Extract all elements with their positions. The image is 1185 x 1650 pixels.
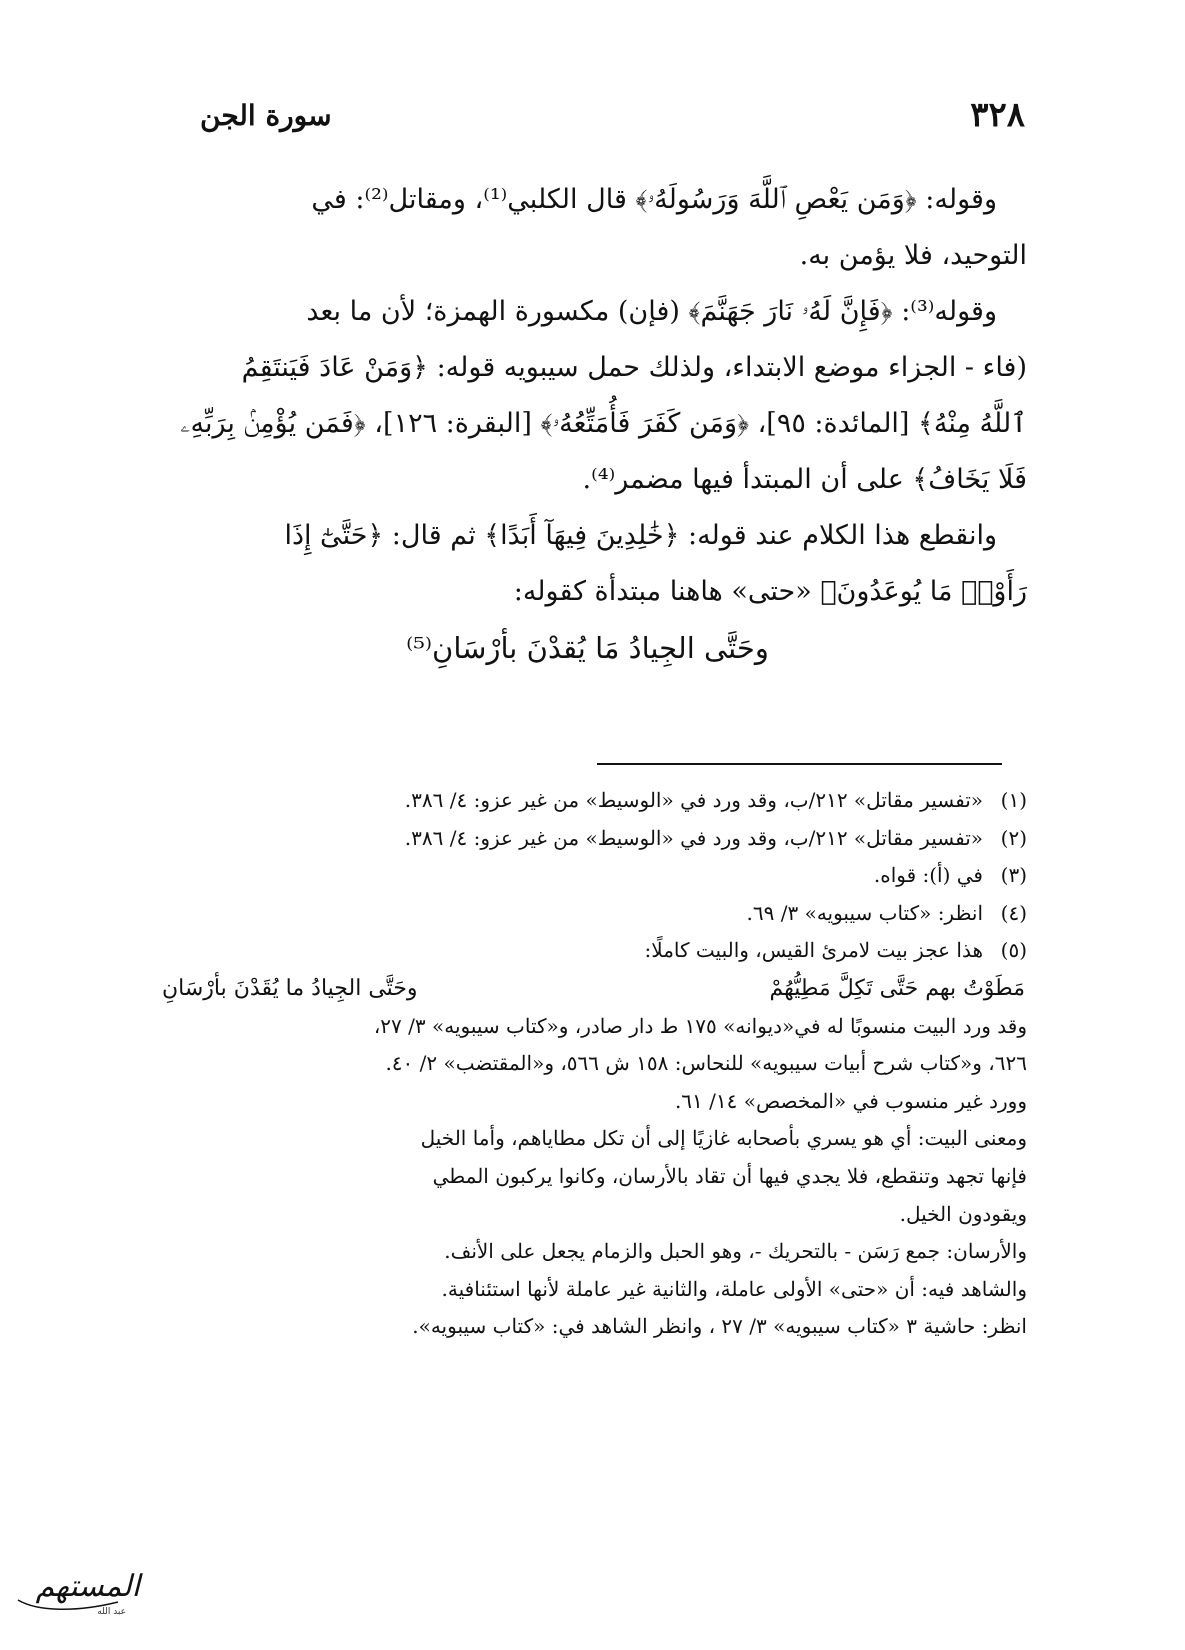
- footnote-3: [148, 857, 1027, 895]
- footnote-line: والشاهد فيه: أن «حتى» الأولى عاملة، والثانية غير عاملة لأنها استئنافية.: [441, 1276, 1027, 1301]
- page-number: ٣٢٨: [970, 95, 1025, 135]
- publisher-logo: [8, 1560, 148, 1620]
- footnote-1: [148, 782, 1027, 820]
- text-line: رَأَوْا۟ مَا يُوعَدُونَ﴾ «حتى» هاهنا مبتدأة كقوله:: [513, 576, 1027, 607]
- footnote-text: انظر: «كتاب سيبويه» ٣/ ٦٩.: [746, 900, 983, 925]
- footnote-text: «تفسير مقاتل» ٢١٢/ب، وقد ورد في «الوسيط» من غير عزو: ٤/ ٣٨٦.: [404, 788, 983, 812]
- surah-title: سورة الجن: [200, 98, 332, 132]
- footnote-number: (٤): [1000, 900, 1027, 925]
- text-line: فَلَا يَخَافُ﴾ على أن المبتدأ فيها مضمر⁽⁴⁾.: [582, 464, 1027, 495]
- footnote-separator: [597, 763, 1002, 765]
- text-line: التوحيد، فلا يؤمن به.: [799, 240, 1027, 271]
- footnote-line: فإنها تجهد وتنقطع، فلا يجدي فيها أن تقاد بالأرسان، وكانوا يركبون المطي: [432, 1163, 1027, 1188]
- text-line: وقوله: ﴿وَمَن يَعْصِ ٱللَّهَ وَرَسُولَهُۥ﴾ قال الكلبي⁽¹⁾، ومقاتل⁽²⁾: في: [311, 184, 997, 215]
- text-line: (فاء - الجزاء موضع الابتداء، ولذلك حمل سيبويه قوله: ﴿وَمَنْ عَادَ فَيَنتَقِمُ: [241, 352, 1027, 383]
- footnote-line: ومعنى البيت: أي هو يسري بأصحابه غازيًا إلى أن تكل مطاياهم، وأما الخيل: [420, 1126, 1027, 1151]
- text-line: ٱللَّهُ مِنْهُ﴾ [المائدة: ٩٥]، ﴿وَمَن كَفَرَ فَأُمَتِّعُهُۥ﴾ [البقرة: ١٢٦]، ﴿فَمَن يُؤْمِنۢ بِرَبِّهِۦ: [180, 408, 1027, 439]
- poem-line: [148, 970, 1027, 1008]
- footnote-line: ٦٢٦، و«كتاب شرح أبيات سيبويه» للنحاس: ١٥٨ ش ٥٦٦، و«المقتضب» ٢/ ٤٠.: [385, 1051, 1027, 1076]
- footnote-number: (٥): [1000, 938, 1027, 963]
- footnote-2: [148, 820, 1027, 858]
- footnote-4: [148, 895, 1027, 933]
- text-line: وانقطع هذا الكلام عند قوله: ﴿خَٰلِدِينَ فِيهَآ أَبَدًا﴾ ثم قال: ﴿حَتَّىٰٓ إِذَا: [284, 520, 997, 551]
- footnote-line: وقد ورد البيت منسوبًا له في«ديوانه» ١٧٥ ط دار صادر، و«كتاب سيبويه» ٣/ ٢٧،: [373, 1013, 1027, 1038]
- text-line: وقوله⁽³⁾: ﴿فَإِنَّ لَهُۥ نَارَ جَهَنَّمَ﴾ (فإن) مكسورة الهمزة؛ لأن ما بعد: [306, 296, 997, 327]
- logo-text-small: عبد الله: [97, 1607, 126, 1617]
- footnote-number: (٢): [1000, 825, 1027, 850]
- footnote-line: ويقودون الخيل.: [899, 1201, 1027, 1226]
- footnote-text: هذا عجز بيت لامرئ القيس، والبيت كاملًا:: [644, 938, 983, 963]
- poem-second-half: وحَتَّى الجِيادُ ما يُقَدْنَ بأرْسَانِ: [162, 975, 418, 1001]
- footnote-text: في (أ): قواه.: [873, 863, 983, 888]
- poem-first-half: مَطَوْتُ بهم حَتَّى تَكِلَّ مَطِيُّهُمْ: [769, 975, 1025, 1001]
- footnote-text: «تفسير مقاتل» ٢١٢/ب، وقد ورد في «الوسيط» من غير عزو: ٤/ ٣٨٦.: [404, 825, 983, 850]
- footnote-number: (٣): [1000, 863, 1027, 888]
- logo-text-main: المستهم: [35, 1569, 140, 1604]
- footnote-number: (١): [1000, 788, 1027, 812]
- footnotes: [148, 782, 1027, 1346]
- footnote-line: انظر: حاشية ٣ «كتاب سيبويه» ٣/ ٢٧ ، وانظر الشاهد في: «كتاب سيبويه».: [412, 1314, 1027, 1339]
- page-header: [200, 90, 1025, 140]
- poetry-verse: وحَتَّى الجِيادُ مَا يُقدْنَ بأرْسَانِ⁽⁵⁾: [406, 631, 769, 665]
- footnote-line: والأرسان: جمع رَسَن - بالتحريك -، وهو الحبل والزمام يجعل على الأنف.: [444, 1239, 1027, 1264]
- footnote-line: وورد غير منسوب في «المخصص» ١٤/ ٦١.: [674, 1088, 1027, 1113]
- main-text: [148, 172, 1027, 676]
- footnote-5: [148, 932, 1027, 970]
